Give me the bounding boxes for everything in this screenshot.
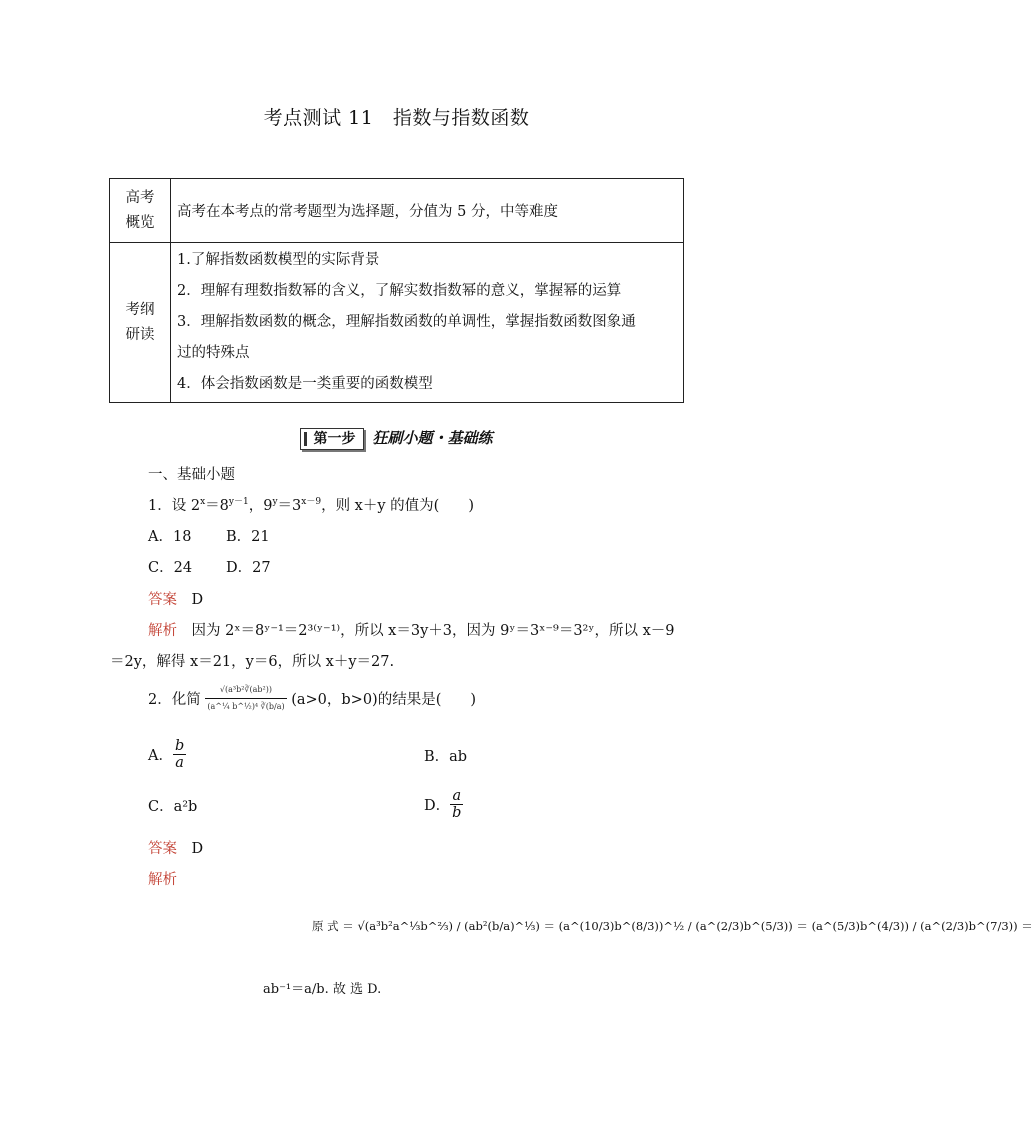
option-c: C．a²b [148,799,198,815]
step-heading [0,427,793,450]
option-a: A． $\frac{b}{a}$ [148,738,185,771]
option-a: A．18 [148,529,192,545]
syllabus-table [109,178,684,403]
analysis-1-line1: 解析 因为 2ˣ＝8ʸ⁻¹＝2³⁽ʸ⁻¹⁾，所以 x＝3y＋3，因为 9ʸ＝3ˣ⁻⁹＝3²ʸ，所以 x－9 [148,623,675,639]
answer-2: 答案 D [148,841,204,857]
analysis-label: 解析 [148,623,177,639]
row-content: 1.了解指数函数模型的实际背景 2．理解有理数指数幂的含义，了解实数指数幂的意义，掌握幂的运算 3．理解指数函数的概念，理解指数函数的单调性，掌握指数函数图象通 过的特殊点 4．体会指数函数是一类重要的函数模型 [171,243,684,403]
analysis-1-line2: ＝2y，解得 x＝21，y＝6，所以 x＋y＝27. [110,654,395,670]
row-header: 高考 概览 [110,179,171,243]
option-b: B．ab [424,749,468,765]
option-d: D．27 [226,560,271,576]
answer-label: 答案 [148,841,177,857]
solution-line-1: 原 式 ＝ √(a³b²a^⅓b^⅔) / (ab²(b/a)^⅓) ＝ (a^(10/3)b^(8/3))^½ / (a^(2/3)b^(5/3)) ＝ (a^(5/3)b^(4/3)) / (a^(2/3)b^(7/3)) ＝ [312,919,1033,933]
option-d: D． $\frac{a}{b}$ [424,788,462,821]
question-1: 1．设 $2^x=8^{y-1}$，$9^y=3^{x-9}$，则 x＋y 的值为( ) [148,497,474,514]
analysis-label: 解析 [148,872,177,888]
simplify-expression: $\frac{\text{√(a³b²∛(ab²))}}{\text{(a\textasciicircum{}¼ b\textasciicircum{}½)⁴ ∛(b/a)}}$ [205,682,286,715]
option-c: C．24 [148,560,193,576]
answer-1: 答案 D [148,592,204,608]
table-row [110,179,684,243]
step-label: 狂刷小题・基础练 [372,429,493,447]
page-title: 考点测试 11 指数与指数函数 [263,107,530,129]
solution-line-2: ab⁻¹＝a/b. 故 选 D. [263,982,382,997]
table-row [110,243,684,403]
option-b: B．21 [226,529,270,545]
section-heading: 一、基础小题 [148,467,235,483]
question-2: 2．化简 $\frac{\text{√(a³b²∛(ab²))}}{\text{(a\textasciicircum{}¼ b\textasciicircum{}½)⁴ ∛(b/a)}}$ (a>0，b>0)的结果是( ) [148,682,476,715]
row-header: 考纲 研读 [110,243,171,403]
answer-label: 答案 [148,592,177,608]
step-badge: 第一步 [300,428,364,450]
row-content: 高考在本考点的常考题型为选择题，分值为 5 分，中等难度 [171,179,684,243]
